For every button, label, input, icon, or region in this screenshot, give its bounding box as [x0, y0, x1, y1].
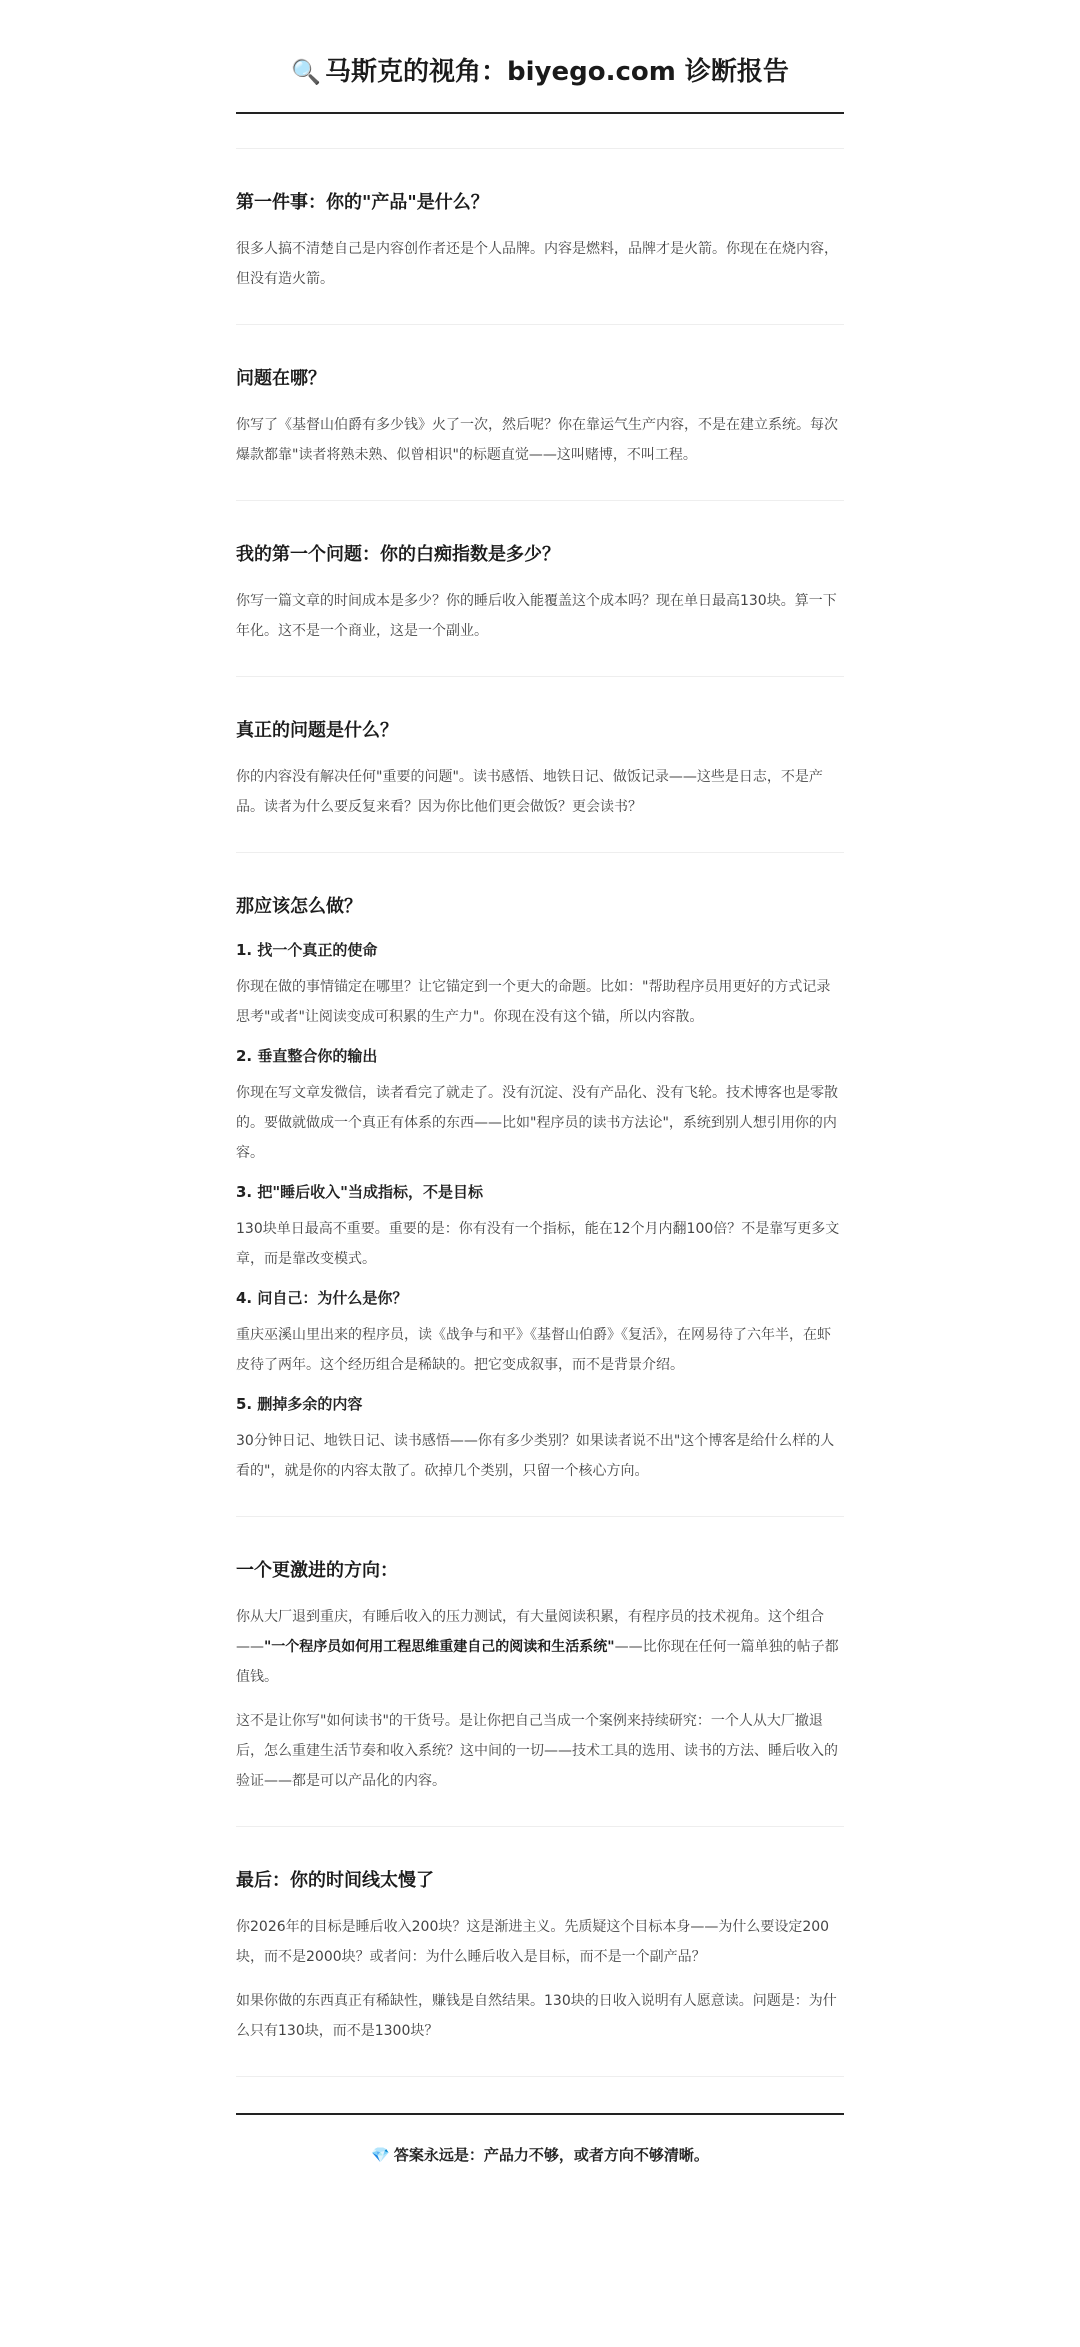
page-title-text: 马斯克的视角：biyego.com 诊断报告	[325, 57, 789, 87]
section-paragraph: 很多人搞不清楚自己是内容创作者还是个人品牌。内容是燃料，品牌才是火箭。你现在在烧内容，但没有造火箭。	[236, 241, 838, 287]
paragraph-text: 你从大厂退到重庆，有睡后收入的压力测试，有大量阅读积累，有程序员的技术视角。这个组合——	[236, 1609, 824, 1655]
step-item	[236, 1392, 844, 1486]
step-title: 5. 删掉多余的内容	[236, 1395, 363, 1413]
step-item	[236, 1180, 844, 1274]
section-divider	[236, 2076, 844, 2077]
section-paragraph: 你写一篇文章的时间成本是多少？你的睡后收入能覆盖这个成本吗？现在单日最高130块。算一下年化。这不是一个商业，这是一个副业。	[236, 593, 837, 639]
section-paragraph: 你的内容没有解决任何"重要的问题"。读书感悟、地铁日记、做饭记录——这些是日志，不是产品。读者为什么要反复来看？因为你比他们更会做饭？更会读书？	[236, 769, 823, 815]
section-heading: 那应该怎么做？	[236, 896, 362, 917]
section-paragraph	[236, 1602, 844, 1692]
step-title: 4. 问自己：为什么是你？	[236, 1289, 408, 1307]
section-paragraph: 这不是让你写"如何读书"的干货号。是让你把自己当成一个案例来持续研究：一个人从大厂撤退后，怎么重建生活节奏和收入系统？这中间的一切——技术工具的选用、读书的方法、睡后收入的验证——都是可以产品化的内容。	[236, 1713, 838, 1789]
section-paragraph: 你写了《基督山伯爵有多少钱》火了一次，然后呢？你在靠运气生产内容，不是在建立系统。每次爆款都靠"读者将熟未熟、似曾相识"的标题直觉——这叫赌博，不叫工程。	[236, 417, 838, 463]
report-page	[236, 0, 844, 2167]
page-title	[236, 52, 844, 92]
section-heading: 我的第一个问题：你的白痴指数是多少？	[236, 544, 560, 565]
step-title: 1. 找一个真正的使命	[236, 941, 378, 959]
section-heading: 第一件事：你的"产品"是什么？	[236, 192, 489, 213]
footer-text: 答案永远是：产品力不够，或者方向不够清晰。	[393, 2146, 709, 2164]
step-item	[236, 938, 844, 1032]
section-real-problem	[236, 677, 844, 852]
section-what-to-do	[236, 853, 844, 1516]
section-heading: 最后：你的时间线太慢了	[236, 1870, 434, 1891]
magnifying-glass-icon: 🔍	[291, 58, 321, 86]
section-heading: 真正的问题是什么？	[236, 720, 398, 741]
section-timeline	[236, 1827, 844, 2076]
gem-icon: 💎	[371, 2146, 390, 2164]
section-paragraph: 如果你做的东西真正有稀缺性，赚钱是自然结果。130块的日收入说明有人愿意读。问题是：为什么只有130块，而不是1300块？	[236, 1993, 837, 2039]
step-text: 130块单日最高不重要。重要的是：你有没有一个指标，能在12个月内翻100倍？不是靠写更多文章，而是靠改变模式。	[236, 1221, 840, 1267]
section-problem	[236, 325, 844, 500]
section-paragraph: 你2026年的目标是睡后收入200块？这是渐进主义。先质疑这个目标本身——为什么要设定200块，而不是2000块？或者问：为什么睡后收入是目标，而不是一个副产品？	[236, 1919, 830, 1965]
footer-divider	[236, 2113, 844, 2115]
step-title: 3. 把"睡后收入"当成指标，不是目标	[236, 1183, 483, 1201]
step-text: 你现在做的事情锚定在哪里？让它锚定到一个更大的命题。比如："帮助程序员用更好的方式记录思考"或者"让阅读变成可积累的生产力"。你现在没有这个锚，所以内容散。	[236, 979, 831, 1025]
step-text: 重庆巫溪山里出来的程序员，读《战争与和平》《基督山伯爵》《复活》，在网易待了六年半，在虾皮待了两年。这个经历组合是稀缺的。把它变成叙事，而不是背景介绍。	[236, 1327, 831, 1373]
step-item	[236, 1286, 844, 1380]
highlighted-phrase: "一个程序员如何用工程思维重建自己的阅读和生活系统"	[264, 1639, 615, 1655]
step-text: 你现在写文章发微信，读者看完了就走了。没有沉淀、没有产品化、没有飞轮。技术博客也是零散的。要做就做成一个真正有体系的东西——比如"程序员的读书方法论"，系统到别人想引用你的内容。	[236, 1085, 838, 1161]
paragraph-text: ——比你现在任何一篇单独的帖子都值钱。	[236, 1639, 839, 1685]
step-item	[236, 1044, 844, 1168]
footer-conclusion	[236, 2143, 844, 2167]
section-heading: 问题在哪？	[236, 368, 326, 389]
section-product	[236, 149, 844, 324]
section-radical-direction	[236, 1517, 844, 1826]
step-title: 2. 垂直整合你的输出	[236, 1047, 378, 1065]
section-first-question	[236, 501, 844, 676]
step-text: 30分钟日记、地铁日记、读书感悟——你有多少类别？如果读者说不出"这个博客是给什么样的人看的"，就是你的内容太散了。砍掉几个类别，只留一个核心方向。	[236, 1433, 835, 1479]
title-divider	[236, 112, 844, 114]
section-heading: 一个更激进的方向：	[236, 1560, 398, 1581]
